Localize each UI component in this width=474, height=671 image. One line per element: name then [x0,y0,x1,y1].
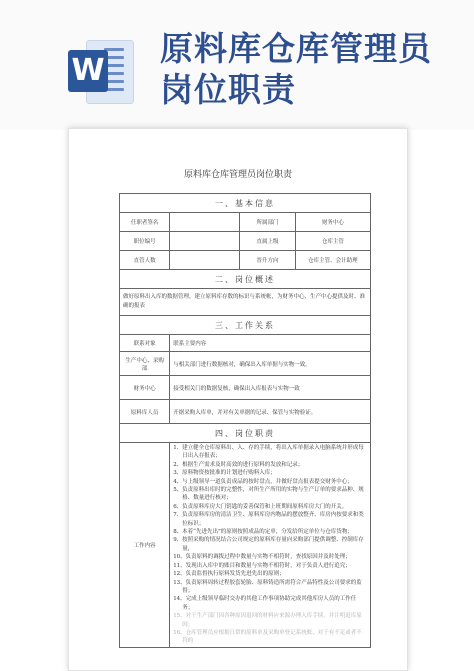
list-item: 16、仓库管理员应根据日常的原料单及采购单登记系统账，对于有不足或者不符的 [173,629,362,645]
table-cell: 财务中心 [295,213,370,232]
list-item: 13、负责原料周转过程胶套轮胎、原料铸造所需符合产品特性及公司要求的监督； [173,579,362,594]
table-cell: 直属上级 [240,232,295,251]
list-item: 14、完成上级领导临时交办的其他工作事项协助完成其他库房人员的工作任务； [173,596,357,611]
table-cell [170,251,240,270]
job-description-table [119,193,371,648]
template-banner [0,0,474,130]
list-item: 4、与上级领导一道负责成品的按时盘点，并做好盘点报表提交财务中心； [173,478,353,485]
document-title: 原料库仓库管理员岗位职责 [183,170,292,180]
list-item: 8、本着“先进先出”的原则按照成品的定单，分发给所定单位与仓库货物； [173,529,353,536]
word-document-icon [68,40,132,102]
table-cell: 开据采购入库单，并对有关单据的记录、保管与实物验证。 [170,400,371,424]
table-cell: 接受相关门的数据复核，确保出入库报表与实物一致 [170,376,371,400]
section-basic-info: 一、基本信息 [120,194,371,213]
table-cell [170,213,240,232]
duties-label: 工作内容 [120,443,170,648]
table-cell: 所属部门 [240,213,295,232]
list-item: 3、原料物资按批准的计划进行购料入库； [173,470,276,477]
section-relations: 三、工作关系 [120,316,371,335]
table-cell: 与相关部门进行数据核对，确保出入库单据与实物一致。 [170,352,371,376]
document-page [68,128,408,671]
table-cell: 仓库主管 [295,232,370,251]
banner-title: 原料库仓库管理员岗位职责 [160,29,432,109]
list-item: 9、按照采购的情况结合公司规定的原料库存量向采购部门提供调整、控制库存量， [173,537,364,552]
word-letter-badge: W [68,50,108,92]
table-cell: 晋升方向 [240,251,295,270]
table-cell: 任职者签名 [120,213,170,232]
list-item: 11、发现出入库中的账目和数量与实物不相符时，对于负责人进行追究； [173,562,351,569]
list-item: 1、建立健全仓库原料出、入、存的手续，将出入库单据录入电脑系统并形成每日出入存报表； [173,445,364,460]
list-item: 12、负责监督执行原料发货先进先出的原则； [173,571,285,578]
section-duties: 四、岗位职责 [120,424,371,443]
table-cell: 原料库人员 [120,400,170,424]
list-item: 15、对于生产部门因各种原因退回的材料应来源办理入库手续，并注明退库原因； [173,613,362,628]
table-cell: 财务中心 [120,376,170,400]
list-item: 10、负责原料的调拨过程中数量与实物不相符时，查找原因并及时处理； [173,554,351,561]
table-cell: 职位编号 [120,232,170,251]
table-cell [170,232,240,251]
table-cell: 生产中心、采购部 [120,352,170,376]
overview-text: 做好原料出入库的数据管理，建立原料库存数的标识与系统帐，为财务中心、生产中心提供及时、准确的报表 [120,289,371,316]
duties-list [170,443,371,648]
relations-header-target: 联系对象 [120,335,170,352]
section-overview: 二、岗位概述 [120,270,371,289]
list-item: 6、负责原料库房大门钥匙的妥善保管和上班期间原料库房大门的开关。 [173,503,348,510]
relations-header-content: 联系主要内容 [170,335,371,352]
list-item: 7、负责原料库房的清洁卫生、原料库房内物品的摆放整齐、库房内按要求和类位标识； [173,512,364,527]
table-cell: 仓库主管、会计助理 [295,251,370,270]
list-item: 5、负责原料出库时的完整性，对所生产所用的实物与生产订单的要求品种、规格、数量进行核对； [173,487,364,502]
list-item: 2、根据生产需求及时高效的进行原料的发放和记录； [173,461,304,468]
table-cell: 直管人数 [120,251,170,270]
